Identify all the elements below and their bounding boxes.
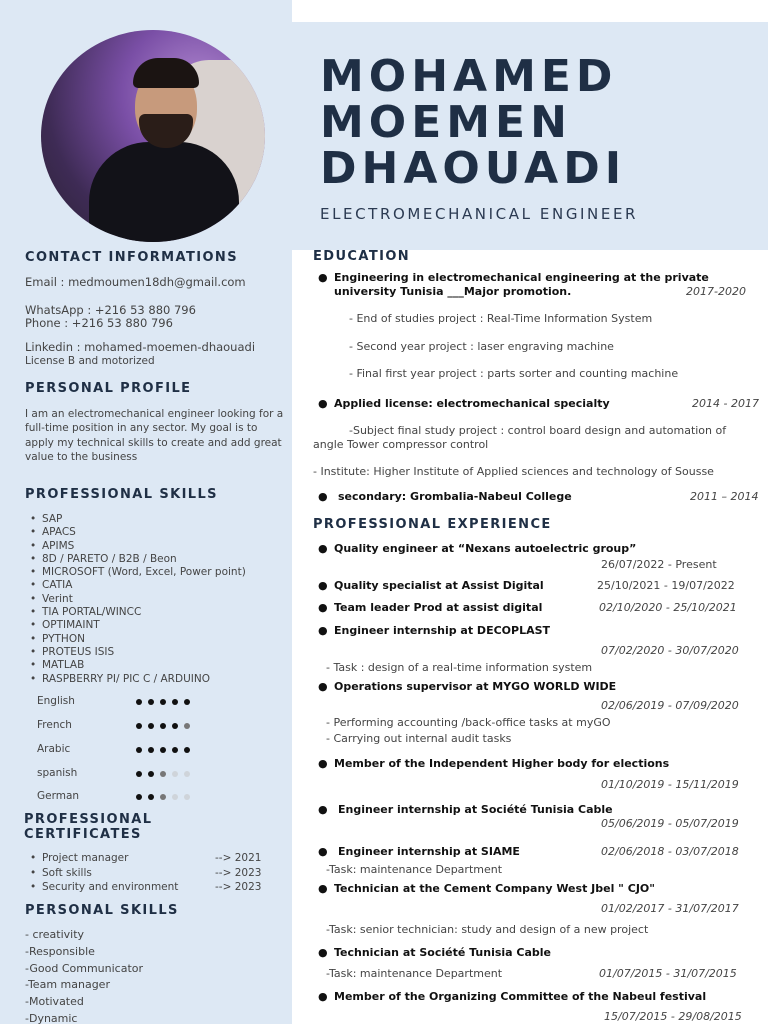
photo-body	[89, 142, 239, 242]
certificate-year: --> 2023	[215, 881, 262, 893]
bullet-icon: ●	[318, 803, 328, 816]
experience-date: 25/10/2021 - 19/07/2022	[597, 579, 735, 592]
level-dot-empty	[172, 771, 178, 777]
bullet-icon: ●	[318, 624, 328, 637]
education-project: - End of studies project : Real-Time Information System	[349, 312, 653, 325]
bullet-icon: ●	[318, 490, 328, 503]
level-dot-filled	[184, 747, 190, 753]
personal-skills-list	[25, 927, 143, 1024]
level-dot-empty	[160, 771, 166, 777]
contact-whatsapp[interactable]: WhatsApp : +216 53 880 796	[25, 303, 196, 317]
skill-item: • APIMS	[30, 540, 246, 553]
experience-title: Engineer internship at Société Tunisia Cable	[338, 803, 613, 816]
name-line-3: DHAOUADI	[320, 143, 627, 194]
skill-item: • OPTIMAINT	[30, 619, 246, 632]
level-dot-filled	[160, 723, 166, 729]
license-title: Applied license: electromechanical specialty	[334, 397, 610, 410]
certificates-heading-line-1: PROFESSIONAL	[24, 812, 153, 827]
language-name: English	[37, 695, 75, 707]
certificates-heading-line-2: CERTIFICATES	[24, 827, 142, 842]
experience-title: Technician at the Cement Company West Jbel " CJO"	[334, 882, 655, 895]
level-dot-empty	[184, 771, 190, 777]
experience-task: - Carrying out internal audit tasks	[326, 732, 512, 745]
bullet-icon: ●	[318, 882, 328, 895]
profile-text: I am an electromechanical engineer looking for a full-time position in any sector. My goal is to apply my technical skills to create and add great value to the business	[25, 408, 284, 463]
bullet-icon: ●	[318, 397, 328, 410]
certificate-item	[30, 880, 270, 895]
skill-item: • PYTHON	[30, 633, 246, 646]
education-heading: EDUCATION	[313, 249, 411, 264]
name-line-1: MOHAMED	[320, 51, 618, 102]
secondary-date: 2011 – 2014	[690, 490, 759, 503]
level-dot-empty	[184, 723, 190, 729]
personal-skill-item: -Dynamic	[25, 1011, 78, 1024]
personal-skill-item: -Team manager	[25, 978, 110, 992]
level-dot-filled	[172, 747, 178, 753]
level-dot-filled	[148, 794, 154, 800]
skill-item: • MICROSOFT (Word, Excel, Power point)	[30, 566, 246, 579]
certificate-name: Soft skills	[42, 866, 92, 879]
skill-item: • Verint	[30, 593, 246, 606]
skills-heading: PROFESSIONAL SKILLS	[25, 487, 218, 502]
experience-date: 01/10/2019 - 15/11/2019	[601, 778, 739, 791]
photo-hair	[133, 58, 199, 88]
skill-item: • PROTEUS ISIS	[30, 646, 246, 659]
personal-skill-item: -Motivated	[25, 995, 84, 1009]
level-dot-filled	[160, 747, 166, 753]
degree-title-line-2: university Tunisia ___Major promotion.	[334, 285, 572, 298]
bullet-icon: ●	[318, 757, 328, 770]
profile-photo	[41, 30, 265, 242]
bullet-icon: ●	[318, 579, 328, 592]
name-line-2: MOEMEN	[320, 97, 572, 148]
level-dot-empty	[172, 794, 178, 800]
personal-skill-item: - creativity	[25, 928, 85, 941]
language-name: French	[37, 719, 72, 731]
skill-item: • CATIA	[30, 579, 246, 592]
experience-date: 02/06/2018 - 03/07/2018	[601, 845, 739, 858]
personal-skill-item: -Responsible	[25, 944, 95, 958]
experience-task: -Task: maintenance Department	[326, 967, 503, 980]
job-title: ELECTROMECHANICAL ENGINEER	[320, 205, 639, 223]
experience-date: 01/07/2015 - 31/07/2015	[599, 967, 737, 980]
language-name: Arabic	[37, 743, 71, 755]
experience-date: 15/07/2015 - 29/08/2015	[604, 1010, 742, 1023]
experience-heading: PROFESSIONAL EXPERIENCE	[313, 517, 552, 532]
bullet-icon: ●	[318, 680, 328, 693]
experience-title: Member of the Organizing Committee of the Nabeul festival	[334, 990, 707, 1003]
experience-title: Member of the Independent Higher body for elections	[334, 757, 670, 770]
level-dot-filled	[136, 747, 142, 753]
experience-date: 26/07/2022 - Present	[601, 558, 717, 571]
skill-item: • 8D / PARETO / B2B / Beon	[30, 553, 246, 566]
certificate-item	[30, 866, 270, 881]
bullet-icon: ●	[318, 845, 328, 858]
contact-linkedin[interactable]: Linkedin : mohamed-moemen-dhaouadi	[25, 340, 256, 354]
level-dot-filled	[136, 699, 142, 705]
language-level-dots	[136, 771, 196, 779]
degree-title-line-1: Engineering in electromechanical engineering at the private	[334, 271, 709, 284]
experience-date: 02/06/2019 - 07/09/2020	[601, 699, 739, 712]
level-dot-filled	[172, 699, 178, 705]
language-level-dots	[136, 747, 196, 755]
level-dot-filled	[136, 771, 142, 777]
license-project-line-2: angle Tower compressor control	[313, 438, 489, 451]
experience-title: Technician at Société Tunisia Cable	[334, 946, 552, 959]
level-dot-filled	[148, 723, 154, 729]
language-row	[37, 719, 237, 735]
skills-list	[30, 513, 246, 686]
contact-email[interactable]: Email : medmoumen18dh@gmail.com	[25, 275, 246, 289]
experience-title: Team leader Prod at assist digital	[334, 601, 543, 614]
skill-item: • SAP	[30, 513, 246, 526]
contact-license: License B and motorized	[25, 355, 155, 367]
level-dot-filled	[148, 771, 154, 777]
bullet-icon: ●	[318, 542, 328, 555]
degree-date: 2017-2020	[686, 285, 746, 298]
level-dot-filled	[148, 699, 154, 705]
institute: - Institute: Higher Institute of Applied sciences and technology of Sousse	[313, 465, 714, 478]
bullet-icon: ●	[318, 601, 328, 614]
certificate-name: Project manager	[42, 852, 129, 864]
bullet-icon: ●	[318, 946, 328, 959]
level-dot-filled	[160, 699, 166, 705]
experience-title: Engineer internship at SIAME	[338, 845, 520, 858]
bullet-icon: ●	[318, 271, 328, 284]
language-row	[37, 767, 237, 783]
experience-task: -Task: senior technician: study and design of a new project	[326, 923, 649, 936]
skill-item: • APACS	[30, 526, 246, 539]
experience-title: Quality engineer at “Nexans autoelectric group”	[334, 542, 637, 555]
skill-item: • TIA PORTAL/WINCC	[30, 606, 246, 619]
level-dot-filled	[136, 723, 142, 729]
language-name: German	[37, 790, 80, 802]
level-dot-filled	[184, 699, 190, 705]
skill-item: • RASPBERRY PI/ PIC C / ARDUINO	[30, 673, 246, 686]
certificates-list	[30, 851, 270, 895]
certificate-name: Security and environment	[42, 881, 179, 893]
skill-item: • MATLAB	[30, 659, 246, 672]
education-project: - Final first year project : parts sorter and counting machine	[349, 367, 679, 380]
certificate-year: --> 2023	[215, 866, 262, 879]
language-level-dots	[136, 723, 196, 731]
contact-phone[interactable]: Phone : +216 53 880 796	[25, 316, 173, 330]
experience-task: - Task : design of a real-time information system	[326, 661, 593, 674]
full-name	[320, 51, 627, 194]
language-level-dots	[136, 699, 196, 707]
experience-title: Engineer internship at DECOPLAST	[334, 624, 551, 637]
level-dot-filled	[148, 747, 154, 753]
level-dot-filled	[136, 794, 142, 800]
experience-task: - Performing accounting /back-office tasks at myGO	[326, 716, 611, 729]
education-project: - Second year project : laser engraving machine	[349, 340, 614, 353]
bullet-icon: ●	[318, 990, 328, 1003]
level-dot-empty	[160, 794, 166, 800]
experience-task: -Task: maintenance Department	[326, 863, 503, 876]
personal-skill-item: -Good Communicator	[25, 961, 144, 975]
certificate-year: --> 2021	[215, 852, 262, 864]
experience-title: Operations supervisor at MYGO WORLD WIDE	[334, 680, 617, 693]
experience-date: 01/02/2017 - 31/07/2017	[601, 902, 739, 915]
language-row	[37, 695, 237, 711]
language-level-dots	[136, 794, 196, 802]
license-project-line-1: -Subject final study project : control board design and automation of	[349, 424, 727, 437]
personal-skills-heading: PERSONAL SKILLS	[25, 903, 179, 918]
language-name: spanish	[37, 767, 78, 779]
secondary-title: secondary: Grombalia-Nabeul College	[338, 490, 572, 503]
certificate-item	[30, 851, 270, 866]
experience-title: Quality specialist at Assist Digital	[334, 579, 544, 592]
profile-heading: PERSONAL PROFILE	[25, 381, 192, 396]
contact-heading: CONTACT INFORMATIONS	[25, 250, 238, 265]
language-row	[37, 743, 237, 759]
language-row	[37, 790, 237, 806]
level-dot-empty	[184, 794, 190, 800]
experience-date: 07/02/2020 - 30/07/2020	[601, 644, 739, 657]
experience-date: 02/10/2020 - 25/10/2021	[599, 601, 737, 614]
level-dot-filled	[172, 723, 178, 729]
experience-date: 05/06/2019 - 05/07/2019	[601, 817, 739, 830]
license-date: 2014 - 2017	[692, 397, 759, 410]
